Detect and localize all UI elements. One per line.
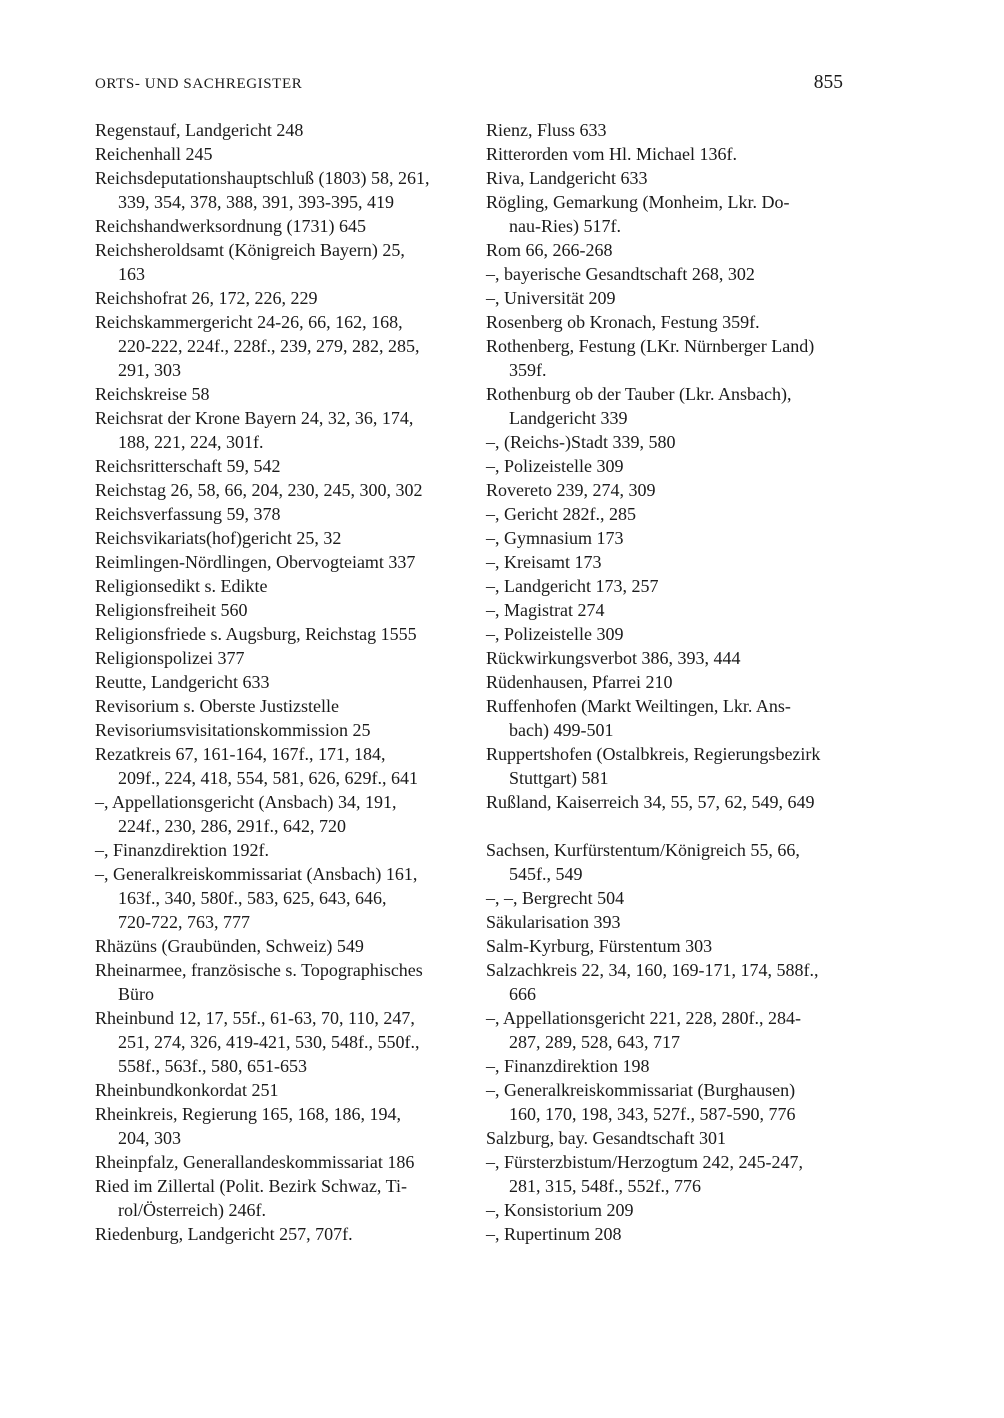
index-entry — [486, 190, 852, 238]
index-entry — [95, 790, 465, 838]
section-gap — [486, 814, 852, 838]
index-entry-line: –, Appellationsgericht (Ansbach) 34, 191, — [95, 792, 397, 812]
index-column-left — [95, 118, 465, 1246]
index-entry-continuation: 666 — [509, 984, 536, 1004]
index-entry — [95, 742, 465, 790]
index-entry — [95, 238, 465, 286]
index-entry-line: –, Gericht 282f., 285 — [486, 504, 636, 524]
index-entry — [486, 166, 852, 190]
index-entry — [486, 742, 852, 790]
index-entry-line: Rußland, Kaiserreich 34, 55, 57, 62, 549, 649 — [486, 792, 815, 812]
index-entry — [486, 622, 852, 646]
index-entry-line: –, –, Bergrecht 504 — [486, 888, 625, 908]
index-entry-continuation: 359f. — [509, 360, 547, 380]
index-entry — [95, 478, 465, 502]
index-entry — [486, 1054, 852, 1078]
index-entry — [95, 526, 465, 550]
index-entry — [95, 1006, 465, 1078]
index-entry — [486, 934, 852, 958]
index-entry — [486, 526, 852, 550]
index-entry — [95, 646, 465, 670]
index-entry-line: Rückwirkungsverbot 386, 393, 444 — [486, 648, 741, 668]
index-entry — [486, 118, 852, 142]
index-entry-line: Reichsvikariats(hof)gericht 25, 32 — [95, 528, 342, 548]
index-entry — [95, 310, 465, 382]
index-entry — [95, 1078, 465, 1102]
index-entry-line: Rüdenhausen, Pfarrei 210 — [486, 672, 673, 692]
index-entry-line: Regenstauf, Landgericht 248 — [95, 120, 304, 140]
index-entry-line: Salzburg, bay. Gesandtschaft 301 — [486, 1128, 726, 1148]
index-entry — [486, 502, 852, 526]
index-entry-line: Rosenberg ob Kronach, Festung 359f. — [486, 312, 760, 332]
index-entry-continuation: Stuttgart) 581 — [509, 768, 609, 788]
index-entry — [95, 718, 465, 742]
index-entry-continuation: 163f., 340, 580f., 583, 625, 643, 646, — [118, 888, 387, 908]
index-entry-continuation: 188, 221, 224, 301f. — [118, 432, 264, 452]
index-entry-continuation: nau-Ries) 517f. — [509, 216, 621, 236]
index-entry-line: Rienz, Fluss 633 — [486, 120, 607, 140]
index-entry — [95, 670, 465, 694]
index-entry — [486, 1222, 852, 1246]
index-entry — [486, 334, 852, 382]
index-entry-line: –, Appellationsgericht 221, 228, 280f., 284- — [486, 1008, 801, 1028]
index-entry — [95, 1102, 465, 1150]
index-entry-line: Rezatkreis 67, 161-164, 167f., 171, 184, — [95, 744, 386, 764]
index-entry — [95, 286, 465, 310]
index-entry-line: –, Universität 209 — [486, 288, 616, 308]
index-entry-line: –, Generalkreiskommissariat (Burghausen) — [486, 1080, 796, 1100]
index-entry-line: –, Polizeistelle 309 — [486, 456, 624, 476]
index-entry — [95, 214, 465, 238]
index-entry — [95, 454, 465, 478]
index-entry — [486, 838, 852, 886]
index-entry — [486, 670, 852, 694]
running-head: ORTS- UND SACHREGISTER — [95, 76, 303, 92]
index-entry-continuation: 291, 303 — [118, 360, 181, 380]
index-entry — [486, 454, 852, 478]
index-entry-line: Reichshandwerksordnung (1731) 645 — [95, 216, 366, 236]
index-entry-line: Reichsheroldsamt (Königreich Bayern) 25, — [95, 240, 405, 260]
index-entry — [486, 1150, 852, 1198]
index-entry — [95, 502, 465, 526]
index-entry-line: –, Rupertinum 208 — [486, 1224, 622, 1244]
index-entry — [486, 886, 852, 910]
index-entry-continuation: 163 — [118, 264, 145, 284]
index-entry-continuation: 287, 289, 528, 643, 717 — [509, 1032, 680, 1052]
index-entry-continuation: 224f., 230, 286, 291f., 642, 720 — [118, 816, 346, 836]
index-entry-continuation: 160, 170, 198, 343, 527f., 587-590, 776 — [509, 1104, 796, 1124]
index-entry-continuation: Landgericht 339 — [509, 408, 628, 428]
index-entry — [95, 118, 465, 142]
index-entry-line: Rothenberg, Festung (LKr. Nürnberger Land) — [486, 336, 815, 356]
index-entry-line: –, Landgericht 173, 257 — [486, 576, 659, 596]
index-entry-line: Rheinarmee, französische s. Topographisches — [95, 960, 423, 980]
index-entry — [486, 238, 852, 262]
index-entry-line: –, (Reichs-)Stadt 339, 580 — [486, 432, 676, 452]
index-entry — [486, 910, 852, 934]
index-entry-line: Ritterorden vom Hl. Michael 136f. — [486, 144, 737, 164]
index-entry — [95, 958, 465, 1006]
index-entry — [95, 862, 465, 934]
index-entry — [95, 550, 465, 574]
index-entry-line: Rheinbund 12, 17, 55f., 61-63, 70, 110, 247, — [95, 1008, 415, 1028]
index-entry-line: Ried im Zillertal (Polit. Bezirk Schwaz, Ti- — [95, 1176, 407, 1196]
index-entry-line: Revisorium s. Oberste Justizstelle — [95, 696, 339, 716]
index-entry-line: Rhäzüns (Graubünden, Schweiz) 549 — [95, 936, 364, 956]
index-entry — [95, 166, 465, 214]
index-entry-line: Rheinbundkonkordat 251 — [95, 1080, 279, 1100]
index-entry-continuation: 204, 303 — [118, 1128, 181, 1148]
index-entry — [95, 574, 465, 598]
index-entry — [486, 958, 852, 1006]
index-entry — [486, 790, 852, 814]
index-entry-line: –, Polizeistelle 309 — [486, 624, 624, 644]
index-entry-line: Rheinpfalz, Generallandeskommissariat 186 — [95, 1152, 415, 1172]
index-entry-line: –, Generalkreiskommissariat (Ansbach) 161, — [95, 864, 418, 884]
index-entry — [95, 1174, 465, 1222]
index-entry-line: Rovereto 239, 274, 309 — [486, 480, 656, 500]
index-entry-continuation: 720-722, 763, 777 — [118, 912, 250, 932]
index-entry — [95, 406, 465, 454]
index-entry — [486, 574, 852, 598]
index-entry-continuation: 281, 315, 548f., 552f., 776 — [509, 1176, 701, 1196]
index-entry-line: Riedenburg, Landgericht 257, 707f. — [95, 1224, 353, 1244]
index-entry — [95, 142, 465, 166]
index-entry — [486, 694, 852, 742]
index-entry-line: Religionsedikt s. Edikte — [95, 576, 268, 596]
index-entry-line: Reichsverfassung 59, 378 — [95, 504, 281, 524]
index-entry-line: –, Magistrat 274 — [486, 600, 605, 620]
index-entry-line: Salm-Kyrburg, Fürstentum 303 — [486, 936, 713, 956]
index-entry — [486, 382, 852, 430]
index-entry-line: Reimlingen-Nördlingen, Obervogteiamt 337 — [95, 552, 416, 572]
index-entry-continuation: 545f., 549 — [509, 864, 583, 884]
index-column-right — [486, 118, 852, 1246]
index-entry — [95, 1222, 465, 1246]
index-entry-line: Rom 66, 266-268 — [486, 240, 613, 260]
index-entry — [95, 598, 465, 622]
index-entry — [486, 478, 852, 502]
index-entry-line: –, Gymnasium 173 — [486, 528, 624, 548]
index-entry-line: Reichskammergericht 24-26, 66, 162, 168, — [95, 312, 403, 332]
index-entry-line: Riva, Landgericht 633 — [486, 168, 648, 188]
index-entry — [486, 1198, 852, 1222]
index-entry-continuation: 251, 274, 326, 419-421, 530, 548f., 550f., — [118, 1032, 420, 1052]
index-entry-line: –, Fürsterzbistum/Herzogtum 242, 245-247, — [486, 1152, 803, 1172]
index-entry — [486, 262, 852, 286]
index-entry-line: –, Finanzdirektion 192f. — [95, 840, 269, 860]
index-entry-continuation: 558f., 563f., 580, 651-653 — [118, 1056, 307, 1076]
index-entry-line: Religionsfreiheit 560 — [95, 600, 248, 620]
index-entry-line: Ruppertshofen (Ostalbkreis, Regierungsbezirk — [486, 744, 821, 764]
index-entry-line: Reichstag 26, 58, 66, 204, 230, 245, 300, 302 — [95, 480, 423, 500]
index-entry — [486, 1078, 852, 1126]
index-entry-continuation: Büro — [118, 984, 154, 1004]
index-entry-continuation: 339, 354, 378, 388, 391, 393-395, 419 — [118, 192, 394, 212]
index-entry — [95, 694, 465, 718]
index-entry-line: Reichsdeputationshauptschluß (1803) 58, 261, — [95, 168, 430, 188]
index-entry-line: –, bayerische Gesandtschaft 268, 302 — [486, 264, 755, 284]
index-entry-line: Rothenburg ob der Tauber (Lkr. Ansbach), — [486, 384, 792, 404]
index-entry-line: –, Kreisamt 173 — [486, 552, 602, 572]
index-entry — [95, 622, 465, 646]
index-entry — [95, 382, 465, 406]
index-entry — [486, 286, 852, 310]
index-entry-line: Rheinkreis, Regierung 165, 168, 186, 194, — [95, 1104, 401, 1124]
index-entry-line: –, Konsistorium 209 — [486, 1200, 634, 1220]
index-entry-continuation: 209f., 224, 418, 554, 581, 626, 629f., 641 — [118, 768, 418, 788]
index-entry — [486, 310, 852, 334]
index-entry-line: Reichskreise 58 — [95, 384, 210, 404]
index-entry-line: Säkularisation 393 — [486, 912, 621, 932]
index-entry-line: Religionspolizei 377 — [95, 648, 245, 668]
index-entry-line: Rögling, Gemarkung (Monheim, Lkr. Do- — [486, 192, 790, 212]
index-entry — [486, 1006, 852, 1054]
index-entry — [95, 838, 465, 862]
index-entry-line: Salzachkreis 22, 34, 160, 169-171, 174, 588f., — [486, 960, 819, 980]
index-entry-line: Reutte, Landgericht 633 — [95, 672, 270, 692]
index-entry-line: Revisoriumsvisitationskommission 25 — [95, 720, 371, 740]
index-entry-line: Reichshofrat 26, 172, 226, 229 — [95, 288, 318, 308]
index-entry-line: Sachsen, Kurfürstentum/Königreich 55, 66, — [486, 840, 800, 860]
index-entry — [486, 430, 852, 454]
index-entry — [486, 646, 852, 670]
index-entry-line: Reichsritterschaft 59, 542 — [95, 456, 281, 476]
index-entry-line: Reichenhall 245 — [95, 144, 213, 164]
index-entry — [486, 550, 852, 574]
index-entry — [486, 142, 852, 166]
index-entry-line: –, Finanzdirektion 198 — [486, 1056, 650, 1076]
index-entry — [95, 934, 465, 958]
index-entry-line: Ruffenhofen (Markt Weiltingen, Lkr. Ans- — [486, 696, 791, 716]
index-entry — [486, 598, 852, 622]
index-entry-continuation: bach) 499-501 — [509, 720, 614, 740]
index-entry-line: Reichsrat der Krone Bayern 24, 32, 36, 174, — [95, 408, 414, 428]
index-entry-continuation: rol/Österreich) 246f. — [118, 1200, 266, 1220]
index-entry — [486, 1126, 852, 1150]
index-entry-continuation: 220-222, 224f., 228f., 239, 279, 282, 285, — [118, 336, 420, 356]
index-entry-line: Religionsfriede s. Augsburg, Reichstag 1555 — [95, 624, 417, 644]
page-number: 855 — [813, 72, 843, 93]
index-entry — [95, 1150, 465, 1174]
